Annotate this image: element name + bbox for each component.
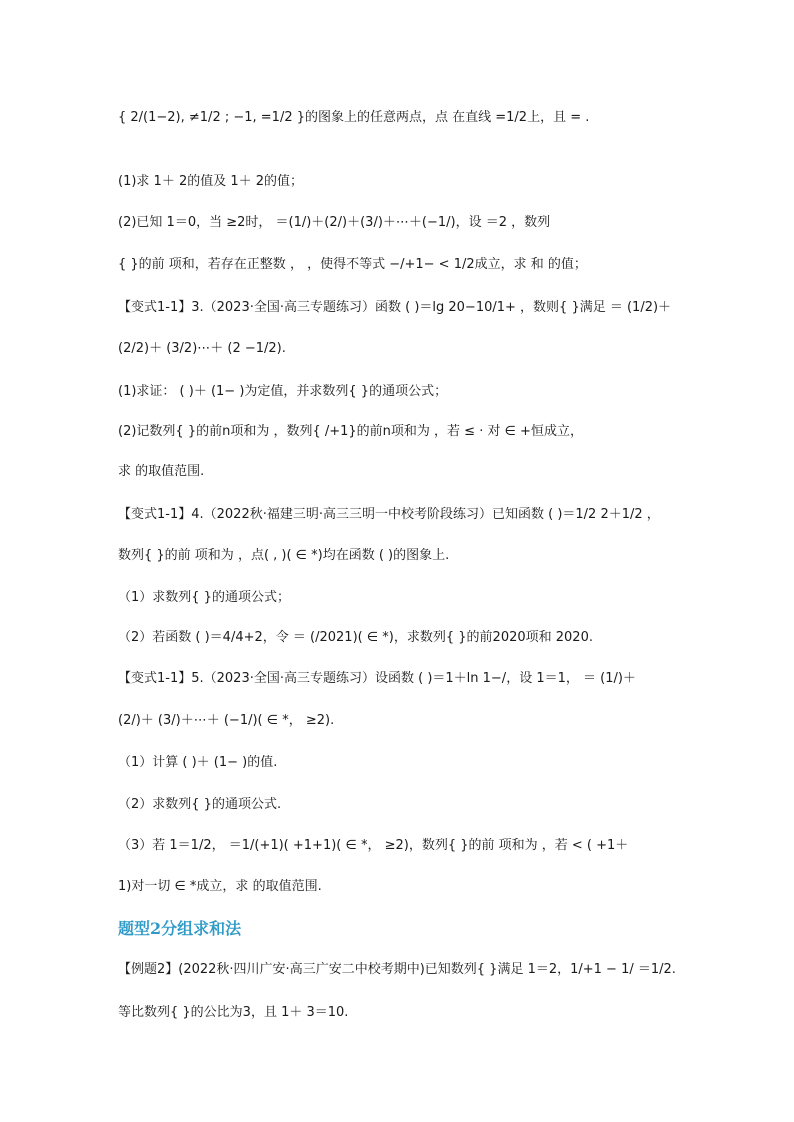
text-line: (2)记数列{ }的前n项和为 ，数列{ /+1}的前n项和为 ，若 ≤ · 对 ∈ +恒成立，	[118, 424, 583, 439]
text-line: (2/)＋ (3/)＋⋯＋ (−1/)( ∈ *， ≥2).	[118, 713, 335, 728]
text-line: （1）求数列{ }的通项公式；	[118, 590, 290, 605]
text-line: （1）计算 ( )＋ (1− )的值.	[118, 755, 278, 770]
text-line: 等比数列{ }的公比为3，且 1＋ 3＝10.	[118, 1005, 349, 1020]
text-line: { 2/(1−2), ≠1/2 ; −1, =1/2 }的图象上的任意两点，点 在直线 =1/2上，且 = .	[118, 110, 590, 125]
text-line: 【例题2】(2022秋·四川广安·高三广安二中校考期中)已知数列{ }满足 1＝2，1/+1 − 1/ ＝1/2.	[118, 962, 676, 977]
text-line: (1)求证： ( )＋ (1− )为定值，并求数列{ }的通项公式；	[118, 384, 448, 399]
text-line: (1)求 1＋ 2的值及 1＋ 2的值；	[118, 174, 304, 189]
text-line: (2)已知 1＝0，当 ≥2时， ＝(1/)＋(2/)＋(3/)＋⋯＋(−1/)，设 ＝2 ，数列	[118, 215, 551, 230]
text-line: 求 的取值范围.	[118, 464, 205, 479]
text-line: （2）若函数 ( )＝4/4+2，令 ＝ (/2021)( ∈ *)，求数列{ }的前2020项和 2020.	[118, 630, 593, 645]
text-line: { }的前 项和，若存在正整数 ， ，使得不等式 −/+1− < 1/2成立，求 和 的值；	[118, 257, 587, 272]
text-line: 1)对一切 ∈ *成立，求 的取值范围.	[118, 879, 322, 894]
text-line: (2/2)＋ (3/2)⋯＋ (2 −1/2).	[118, 341, 286, 356]
text-line: 【变式1-1】4.（2022秋·福建三明·高三三明一中校考阶段练习）已知函数 ( )＝1/2 2＋1/2 ，	[118, 507, 660, 522]
text-line: 【变式1-1】5.（2023·全国·高三专题练习）设函数 ( )＝1＋ln 1−/，设 1＝1， ＝ (1/)＋	[118, 671, 636, 686]
text-line: 【变式1-1】3.（2023·全国·高三专题练习）函数 ( )＝lg 20−10/1+ ，数则{ }满足 ＝ (1/2)＋	[118, 300, 672, 315]
text-line: （2）求数列{ }的通项公式.	[118, 797, 282, 812]
text-line: 数列{ }的前 项和为 ，点( , )( ∈ *)均在函数 ( )的图象上.	[118, 548, 450, 563]
text-line: （3）若 1＝1/2， ＝1/(+1)( +1+1)( ∈ *， ≥2)，数列{ }的前 项和为 ，若 < ( +1＋	[118, 838, 629, 853]
section-heading: 题型2分组求和法	[118, 919, 242, 938]
